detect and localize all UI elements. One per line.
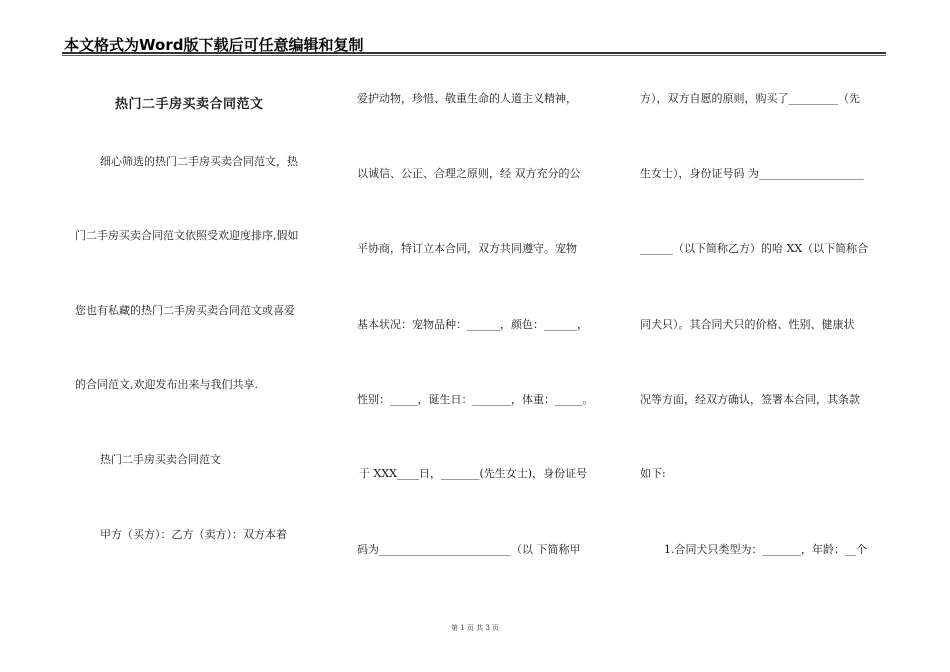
col3-line: 生女士），身份证号码 为___________________ xyxy=(640,167,864,180)
col2-line: 于 XXX____日，_______(先生女士)，身份证号 xyxy=(359,467,588,480)
col3-line: 1.合同犬只类型为：_______，年龄：__个 xyxy=(664,543,867,556)
col3-line: 方），双方自愿的原则，购买了_________（先 xyxy=(640,92,860,105)
page-number: 第 1 页 共 3 页 xyxy=(450,624,500,632)
header-rule xyxy=(62,52,886,54)
col2-line: 性别：_____，诞生日：_______，体重：_____。 xyxy=(357,393,594,406)
document-title: 热门二手房买卖合同范文 xyxy=(115,97,264,112)
col2-line: 以诚信、公正、合理之原则，经 双方充分的公 xyxy=(357,167,581,180)
document-banner: 本文格式为Word版下载后可任意编辑和复制 xyxy=(64,36,364,54)
col2-line: 爱护动物，珍惜、敬重生命的人道主义精神， xyxy=(357,92,577,105)
col3-line: 况等方面，经双方确认，签署本合同，其条款 xyxy=(640,393,860,406)
col1-line: 您也有私藏的热门二手房买卖合同范文或喜爱 xyxy=(75,304,295,317)
col1-line: 热门二手房买卖合同范文 xyxy=(100,453,221,466)
col2-line: 平协商，特订立本合同，双方共同遵守。宠物 xyxy=(357,242,577,255)
col1-line: 细心筛选的热门二手房买卖合同范文，热 xyxy=(100,155,298,168)
col1-line: 的合同范文,欢迎发布出来与我们共享. xyxy=(75,378,258,391)
col3-line: 如下: xyxy=(640,467,666,480)
header-rule-thin xyxy=(62,55,886,56)
col1-line: 甲方（买方）：乙方（卖方）：双方本着 xyxy=(100,528,287,541)
col3-line: 同犬只）。其合同犬只的价格、性别、健康状 xyxy=(640,318,855,331)
col2-line: 基本状况：宠物品种：______，颜色：______， xyxy=(357,318,588,331)
col1-line: 门二手房买卖合同范文依照受欢迎度排序,假如 xyxy=(75,229,299,242)
col3-line: ______（以下简称乙方）的哈 XX（以下简称合 xyxy=(640,242,869,255)
col2-line: 码为________________________（以 下简称甲 xyxy=(357,543,581,556)
